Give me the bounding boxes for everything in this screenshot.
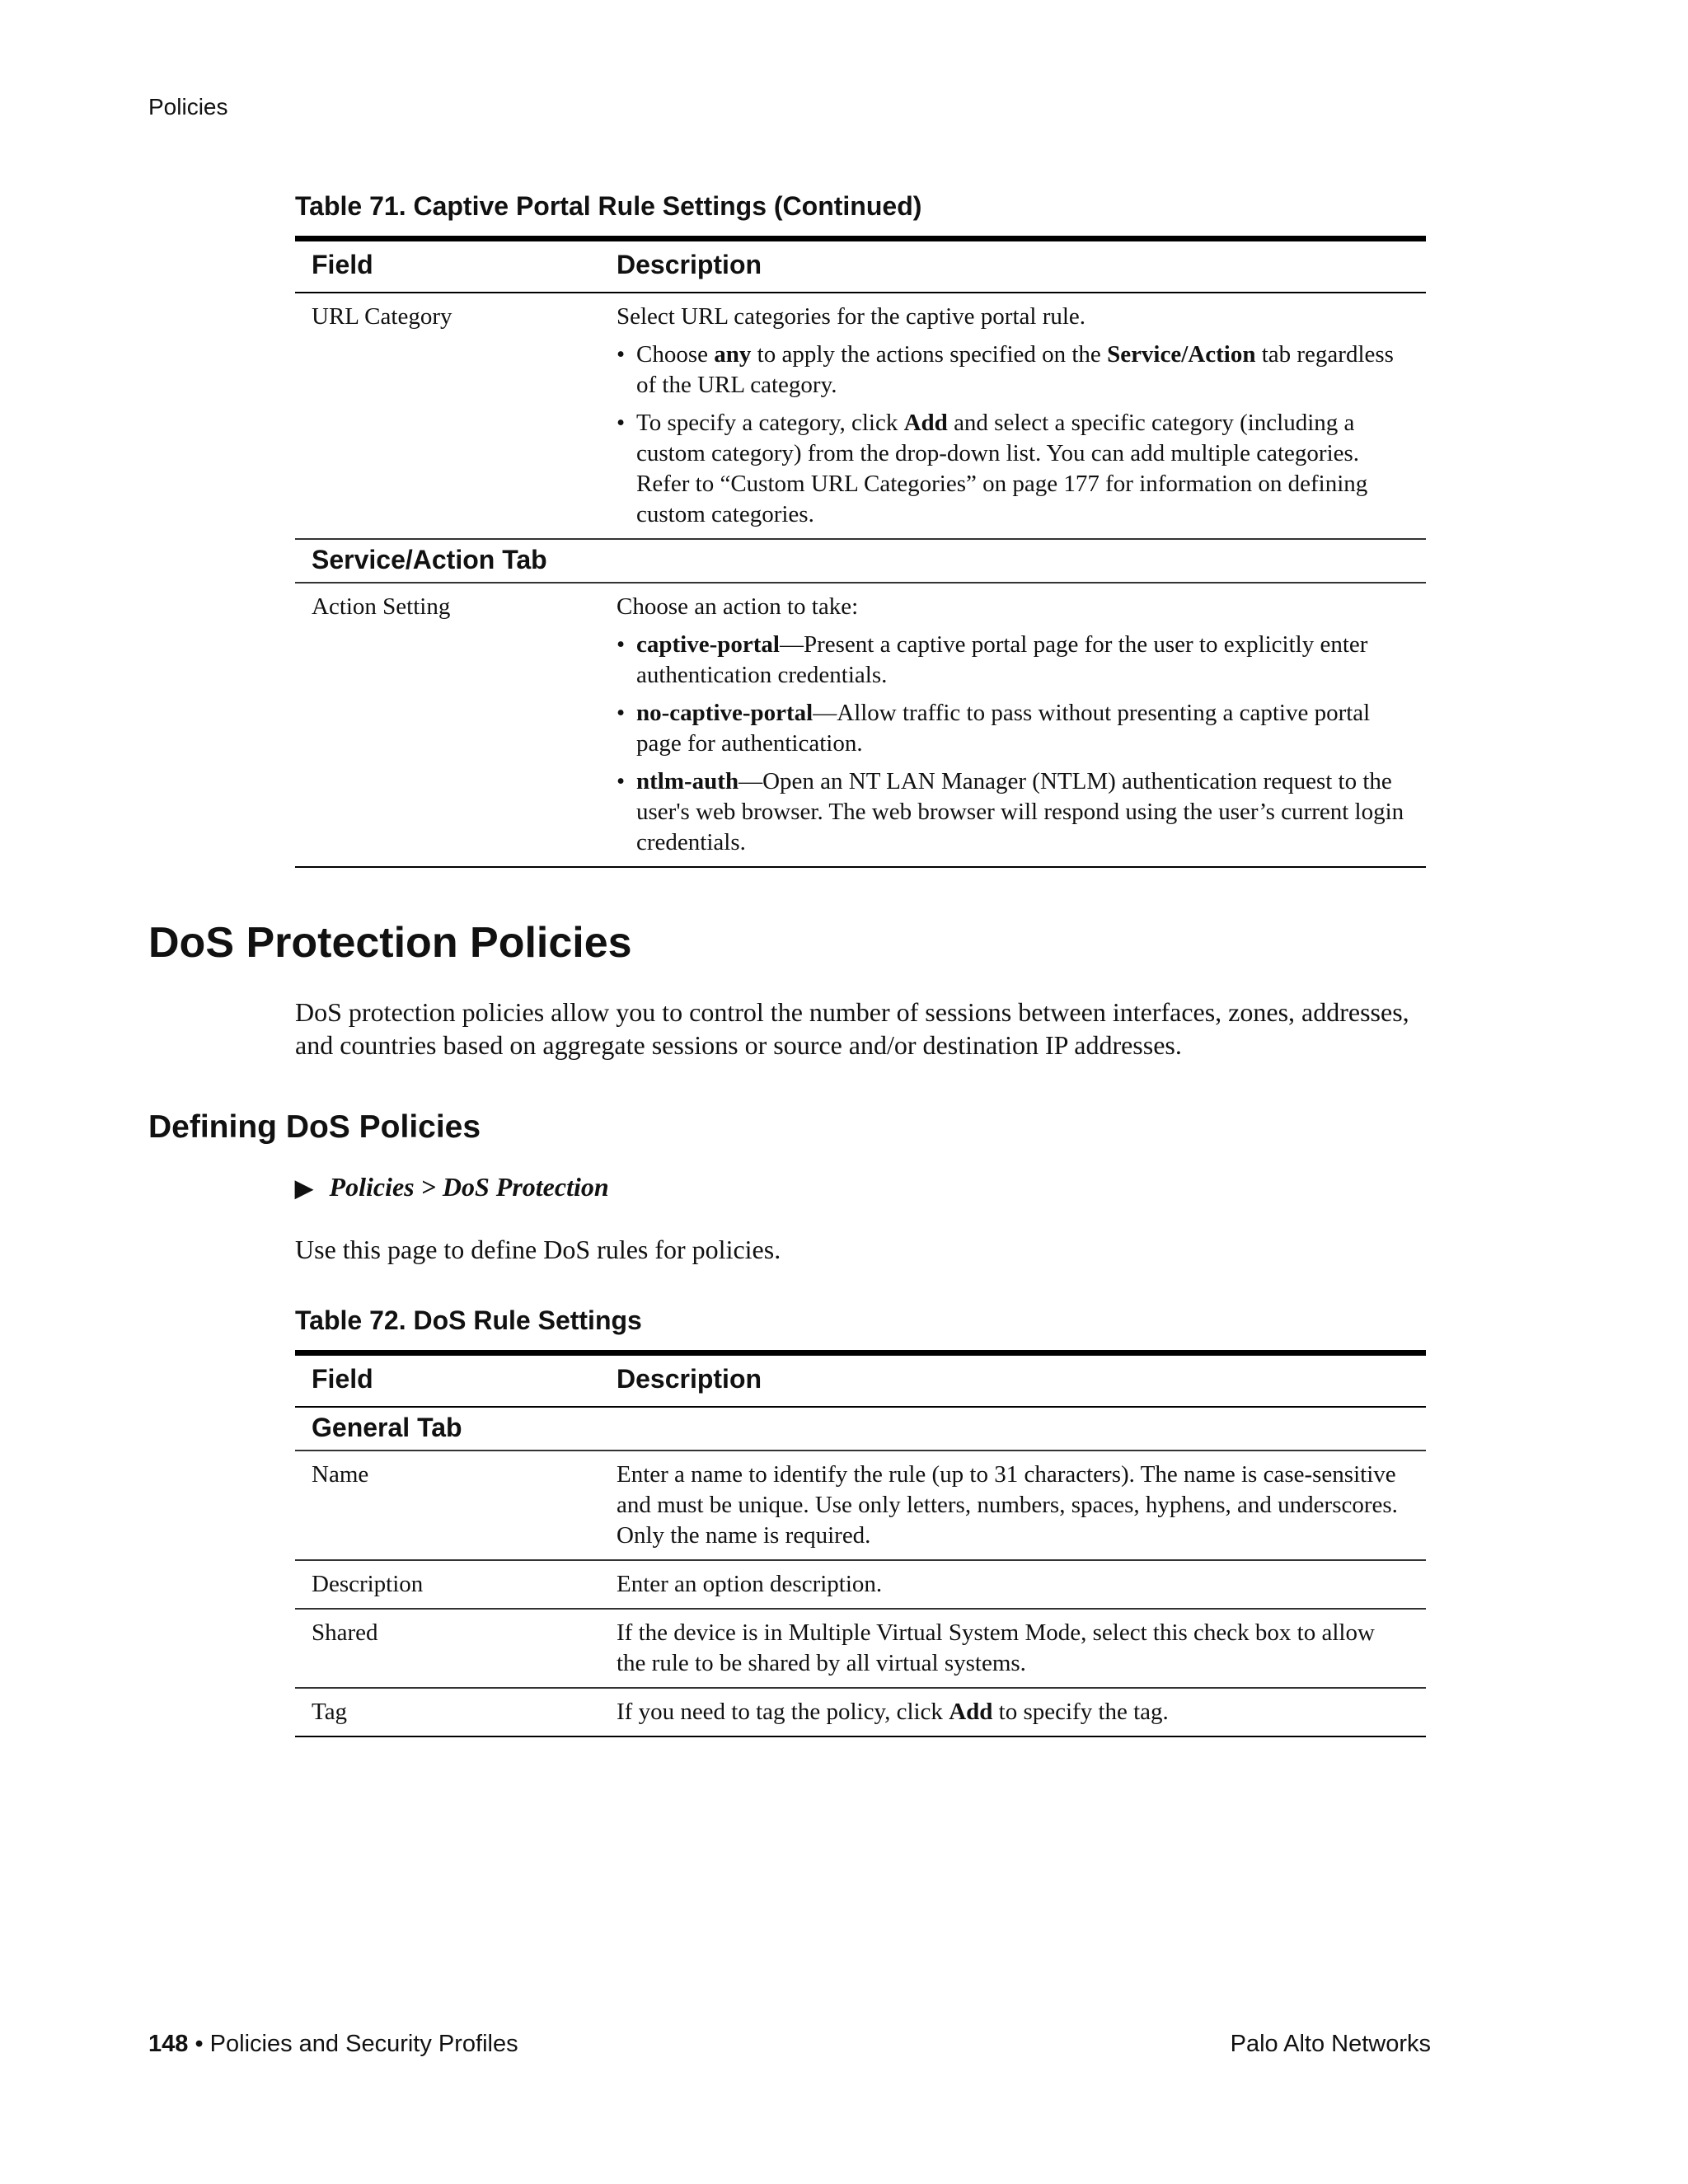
- bullet-list: [617, 340, 1409, 530]
- table-71-caption: Table 71. Captive Portal Rule Settings (Continued): [295, 191, 922, 221]
- description-intro: Choose an action to take:: [617, 593, 859, 620]
- footer-left: [148, 2031, 518, 2058]
- table-71-header-description: Description: [600, 239, 1426, 293]
- section-row-general: [295, 1407, 1426, 1451]
- footer-chapter: Policies and Security Profiles: [209, 2031, 518, 2057]
- table-row: [295, 1451, 1426, 1560]
- section-row-service-action: [295, 539, 1426, 583]
- table-72-caption: Table 72. DoS Rule Settings: [295, 1305, 642, 1335]
- footer-company: Palo Alto Networks: [1230, 2031, 1431, 2057]
- instruction-text: Use this page to define DoS rules for policies.: [295, 1235, 781, 1264]
- description-name: Enter a name to identify the rule (up to 31 characters). The name is case-sensitive and must be unique. Use only letters, numbers, spaces, hyphens, and underscores. Only the name is required.: [600, 1451, 1426, 1560]
- table-row: [295, 583, 1426, 867]
- list-item: • no-captive-portal—Allow traffic to pass without presenting a captive portal page for authentication.: [617, 698, 1409, 759]
- field-description: Description: [295, 1560, 600, 1609]
- description-description: Enter an option description.: [600, 1560, 1426, 1609]
- field-url-category: URL Category: [295, 293, 600, 539]
- table-row: [295, 1688, 1426, 1736]
- table-71: [295, 236, 1426, 868]
- description-intro: Select URL categories for the captive portal rule.: [617, 303, 1086, 330]
- description-action-setting: [600, 583, 1426, 867]
- table-row: [295, 293, 1426, 539]
- running-header: Policies: [148, 94, 228, 120]
- table-72-header-field: Field: [295, 1353, 600, 1408]
- field-name: Name: [295, 1451, 600, 1560]
- nav-path-text: Policies > DoS Protection: [329, 1172, 609, 1202]
- description-shared: If the device is in Multiple Virtual System Mode, select this check box to allow the rule to be shared by all virtual systems.: [600, 1609, 1426, 1688]
- subsection-title: Defining DoS Policies: [148, 1109, 481, 1145]
- table-72: [295, 1350, 1426, 1737]
- description-url-category: [600, 293, 1426, 539]
- triangle-arrow-icon: ▶: [295, 1176, 313, 1202]
- footer-separator: •: [188, 2031, 210, 2057]
- page-number: 148: [148, 2031, 189, 2057]
- field-shared: Shared: [295, 1609, 600, 1688]
- section-intro: DoS protection policies allow you to control the number of sessions between interfaces, zones, addresses, and countries based on aggregate sessions or source and/or destination IP addresses.: [295, 997, 1409, 1060]
- section-title: DoS Protection Policies: [148, 919, 632, 967]
- list-item: • To specify a category, click Add and select a specific category (including a custom category) from the drop-down list. You can add multiple categories. Refer to “Custom URL Categories” on page 177 for information on defining custom categories.: [617, 408, 1409, 530]
- table-71-header-field: Field: [295, 239, 600, 293]
- bullet-list: [617, 630, 1409, 858]
- section-label: Service/Action Tab: [295, 539, 1426, 583]
- field-action-setting: Action Setting: [295, 583, 600, 867]
- field-tag: Tag: [295, 1688, 600, 1736]
- table-row: [295, 1609, 1426, 1688]
- description-tag: If you need to tag the policy, click Add to specify the tag.: [600, 1688, 1426, 1736]
- list-item: • captive-portal—Present a captive portal page for the user to explicitly enter authentication credentials.: [617, 630, 1409, 691]
- navigation-path: [295, 1172, 609, 1202]
- list-item: • ntlm-auth—Open an NT LAN Manager (NTLM) authentication request to the user's web browser. The web browser will respond using the user’s current login credentials.: [617, 766, 1409, 858]
- table-row: [295, 1560, 1426, 1609]
- section-label: General Tab: [295, 1407, 1426, 1451]
- table-72-header-description: Description: [600, 1353, 1426, 1408]
- list-item: • Choose any to apply the actions specified on the Service/Action tab regardless of the URL category.: [617, 340, 1409, 401]
